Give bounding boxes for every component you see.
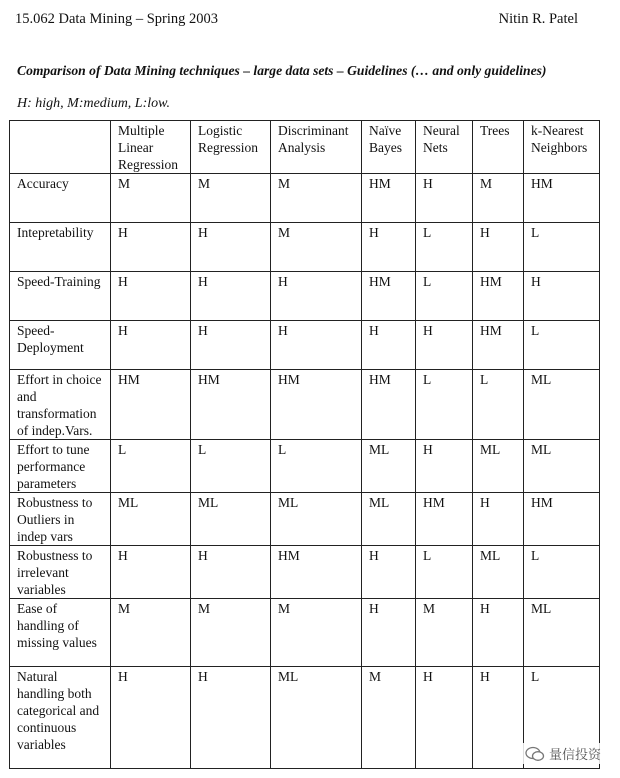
row-label: Intepretability [10, 223, 111, 272]
rating-cell: ML [271, 493, 362, 546]
rating-cell: ML [111, 493, 191, 546]
rating-cell: L [524, 546, 600, 599]
rating-cell: L [416, 370, 473, 440]
table-row [10, 272, 600, 321]
rating-cell: L [473, 370, 524, 440]
rating-cell: H [473, 667, 524, 769]
rating-cell: H [271, 321, 362, 370]
rating-cell: L [271, 440, 362, 493]
column-header: Multiple Linear Regression [111, 121, 191, 174]
rating-cell: ML [191, 493, 271, 546]
table-row [10, 321, 600, 370]
rating-cell: H [524, 272, 600, 321]
rating-cell: H [416, 440, 473, 493]
rating-cell: H [362, 321, 416, 370]
rating-cell: ML [473, 440, 524, 493]
rating-cell: ML [524, 370, 600, 440]
rating-cell: HM [524, 493, 600, 546]
rating-cell: M [416, 599, 473, 667]
row-label: Speed-Deployment [10, 321, 111, 370]
rating-cell: H [416, 174, 473, 223]
rating-cell: L [191, 440, 271, 493]
rating-cell: H [111, 667, 191, 769]
column-header: Neural Nets [416, 121, 473, 174]
row-label: Natural handling both categorical and continuous variables [10, 667, 111, 769]
column-header: Discriminant Analysis [271, 121, 362, 174]
rating-cell: H [416, 667, 473, 769]
rating-cell: H [191, 321, 271, 370]
rating-cell: L [524, 321, 600, 370]
row-label: Robustness to irrelevant variables [10, 546, 111, 599]
row-label: Effort in choice and transformation of indep.Vars. [10, 370, 111, 440]
rating-cell: H [362, 223, 416, 272]
rating-cell: HM [524, 174, 600, 223]
table-row [10, 599, 600, 667]
table-row [10, 493, 600, 546]
rating-cell: L [524, 223, 600, 272]
rating-cell: H [473, 223, 524, 272]
rating-cell: M [473, 174, 524, 223]
rating-cell: ML [473, 546, 524, 599]
watermark [522, 743, 604, 764]
rating-cell: ML [362, 493, 416, 546]
rating-cell: L [524, 667, 600, 769]
rating-cell: HM [473, 321, 524, 370]
rating-cell: H [416, 321, 473, 370]
rating-cell: H [362, 546, 416, 599]
column-header: Trees [473, 121, 524, 174]
row-label: Ease of handling of missing values [10, 599, 111, 667]
table-row [10, 667, 600, 769]
table-header-row [10, 121, 600, 174]
rating-cell: H [191, 272, 271, 321]
rating-cell: HM [111, 370, 191, 440]
table-row [10, 440, 600, 493]
rating-cell: L [416, 546, 473, 599]
rating-cell: HM [191, 370, 271, 440]
rating-cell: M [111, 599, 191, 667]
rating-cell: ML [362, 440, 416, 493]
rating-cell: L [111, 440, 191, 493]
rating-cell: M [362, 667, 416, 769]
rating-cell: H [111, 321, 191, 370]
rating-cell: L [416, 223, 473, 272]
rating-cell: H [271, 272, 362, 321]
watermark-text: 量信投资 [548, 748, 601, 763]
rating-cell: HM [271, 370, 362, 440]
rating-cell: H [473, 493, 524, 546]
column-header: Naïve Bayes [362, 121, 416, 174]
rating-cell: HM [271, 546, 362, 599]
rating-cell: HM [362, 272, 416, 321]
rating-cell: M [271, 174, 362, 223]
column-header: Logistic Regression [191, 121, 271, 174]
document-title: Comparison of Data Mining techniques – large data sets – Guidelines (… and only guidelines) [17, 63, 547, 78]
rating-cell: M [271, 599, 362, 667]
row-label: Effort to tune performance parameters [10, 440, 111, 493]
rating-cell: L [416, 272, 473, 321]
rating-cell: M [191, 174, 271, 223]
rating-cell: H [111, 546, 191, 599]
wechat-icon [525, 746, 545, 762]
row-label: Speed-Training [10, 272, 111, 321]
rating-cell: H [191, 667, 271, 769]
rating-cell: M [271, 223, 362, 272]
table-row [10, 223, 600, 272]
table-row [10, 174, 600, 223]
rating-cell: H [362, 599, 416, 667]
comparison-table [9, 120, 600, 769]
rating-cell: H [111, 272, 191, 321]
rating-cell: ML [524, 440, 600, 493]
rating-cell: H [191, 223, 271, 272]
rating-cell: M [191, 599, 271, 667]
author-header: Nitin R. Patel [498, 11, 578, 27]
rating-cell: HM [473, 272, 524, 321]
rating-cell: M [111, 174, 191, 223]
rating-cell: ML [271, 667, 362, 769]
course-header: 15.062 Data Mining – Spring 2003 [15, 11, 218, 27]
rating-cell: HM [362, 174, 416, 223]
row-label: Robustness to Outliers in indep vars [10, 493, 111, 546]
column-header: k-Nearest Neighbors [524, 121, 600, 174]
rating-cell: H [191, 546, 271, 599]
rating-cell: HM [416, 493, 473, 546]
rating-cell: HM [362, 370, 416, 440]
column-header [10, 121, 111, 174]
table-row [10, 546, 600, 599]
legend-text: H: high, M:medium, L:low. [17, 96, 170, 111]
rating-cell: H [111, 223, 191, 272]
table-row [10, 370, 600, 440]
rating-cell: ML [524, 599, 600, 667]
row-label: Accuracy [10, 174, 111, 223]
rating-cell: H [473, 599, 524, 667]
